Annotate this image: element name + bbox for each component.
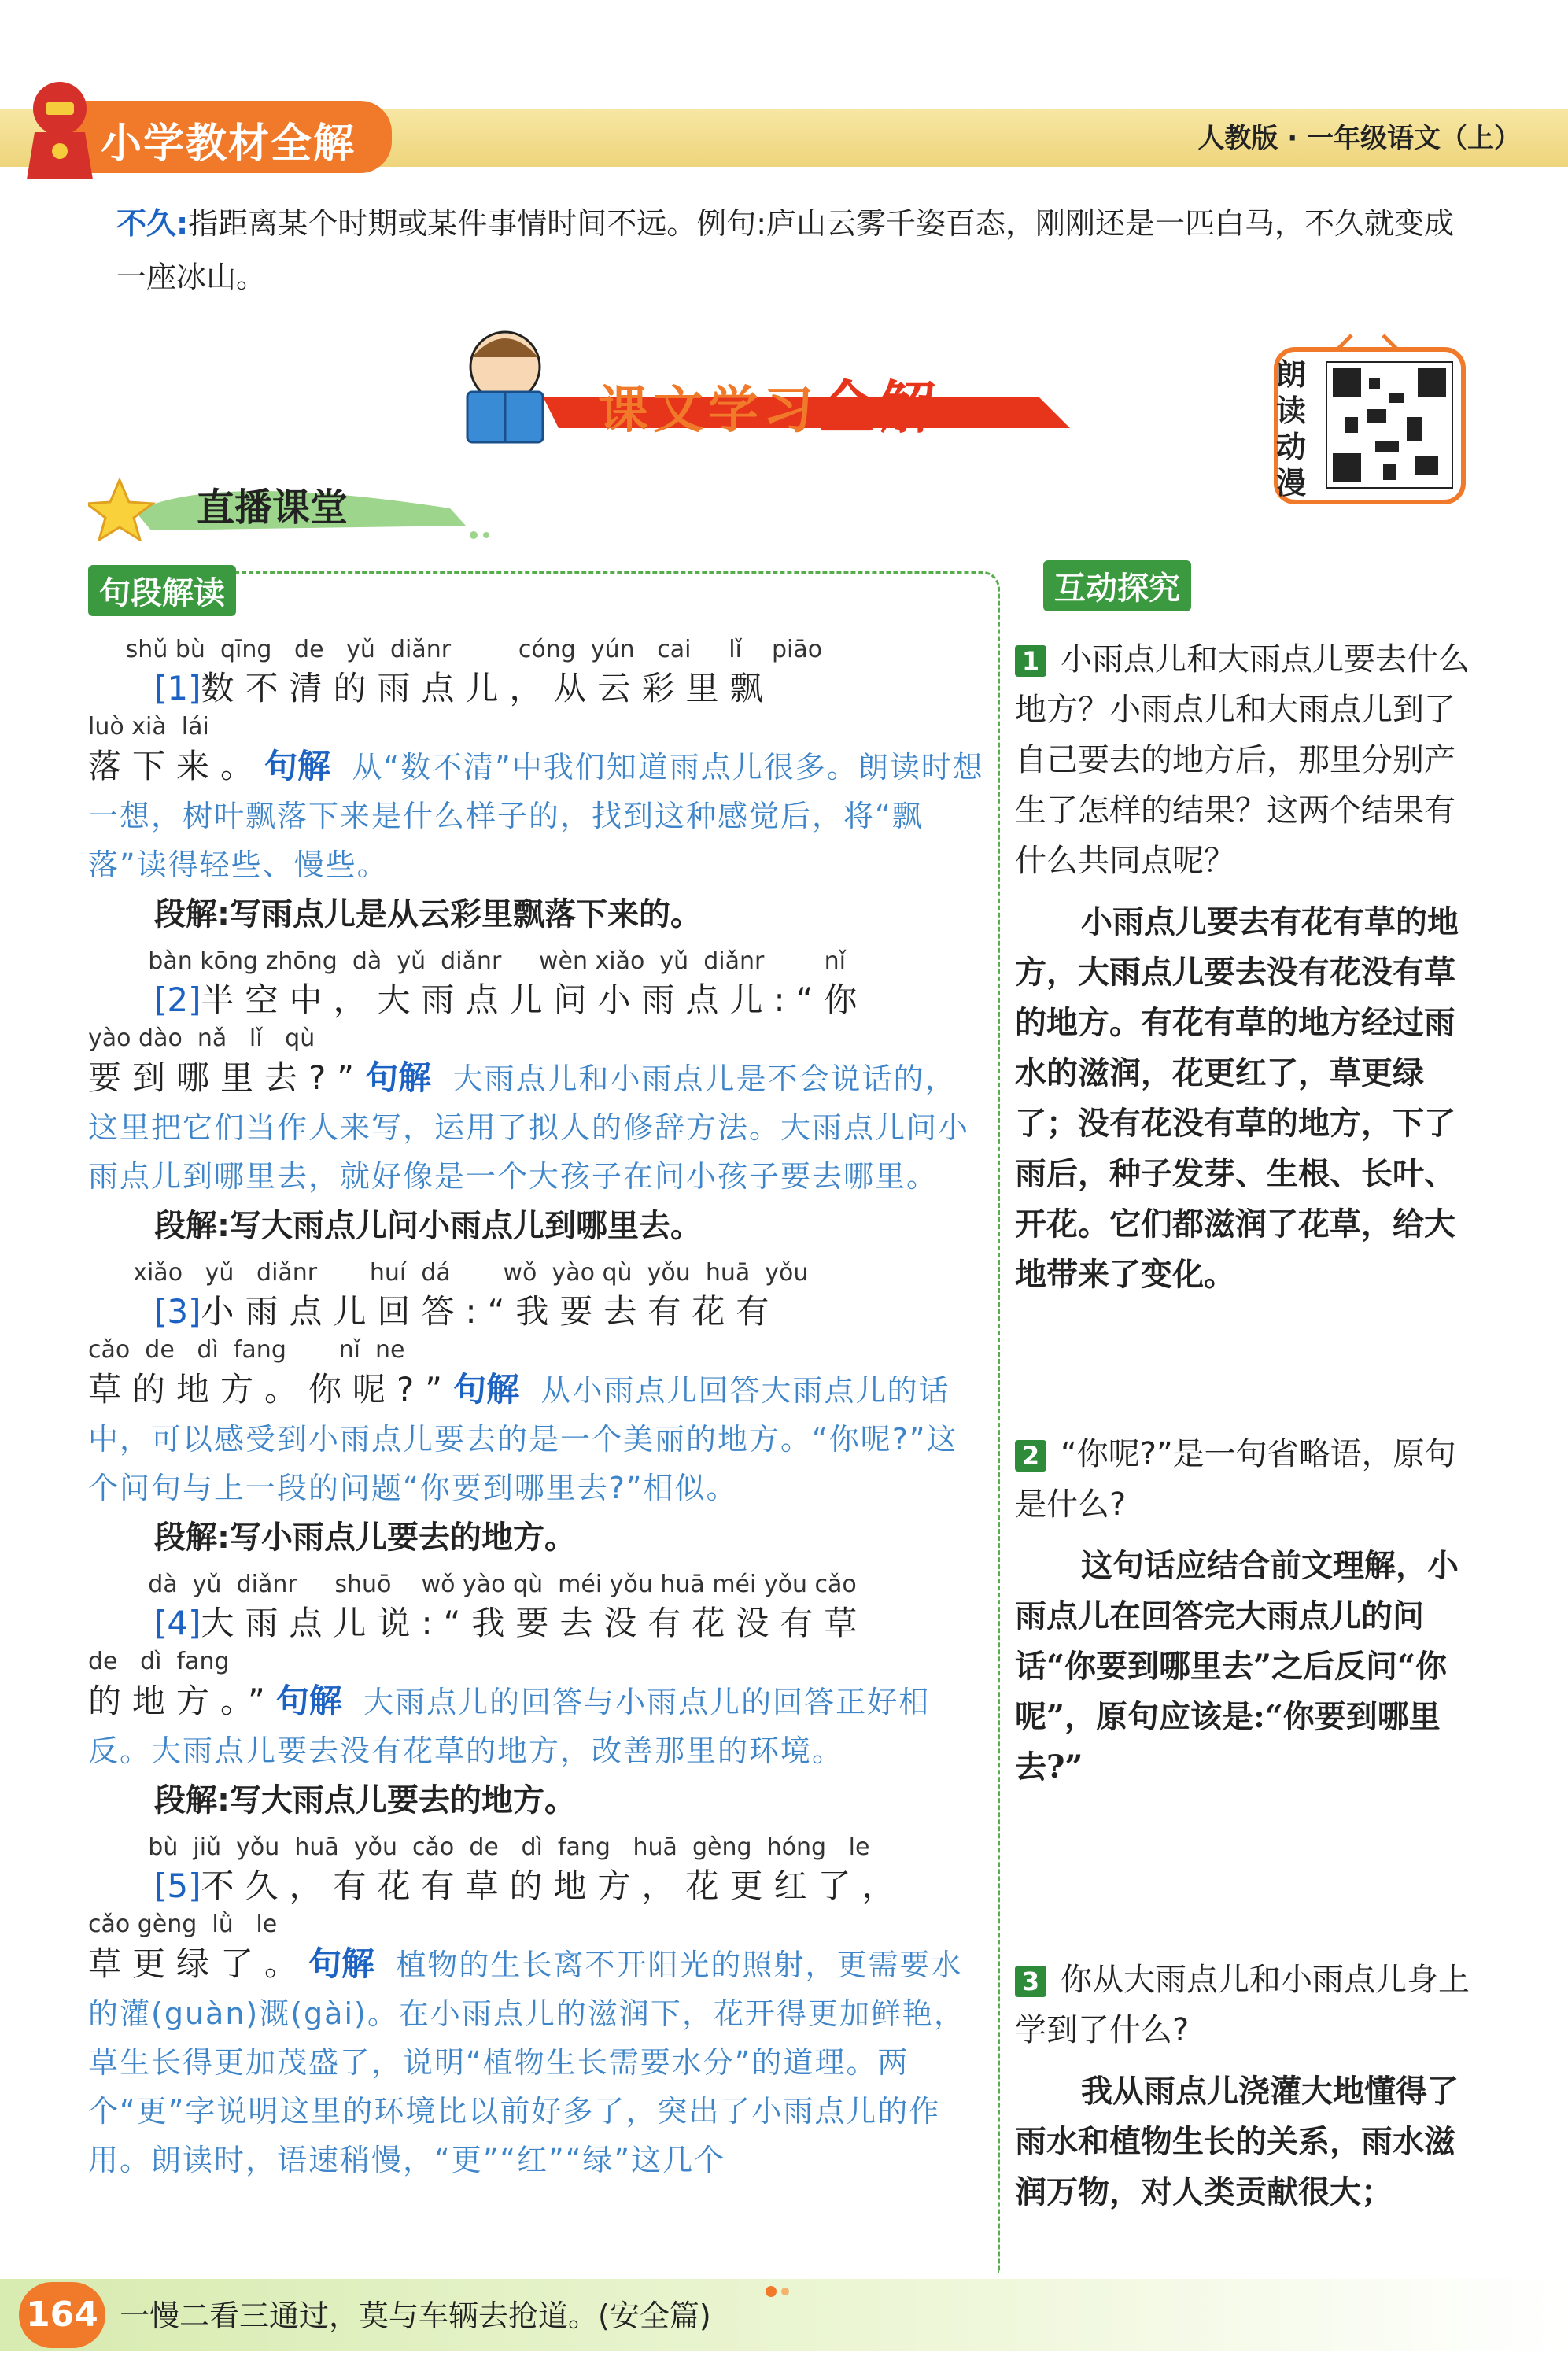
- paragraph-summary: 段解:写大雨点儿问小雨点儿到哪里去。: [154, 1208, 702, 1244]
- decorative-dots-icon: [765, 2284, 796, 2299]
- footer-safety-rhyme: 一慢二看三通过，莫与车辆去抢道。(安全篇): [120, 2299, 711, 2333]
- definition-text: 指距离某个时期或某件事情时间不远。例句:庐山云雾千姿百态，刚刚还是一匹白马，不久就变成一座冰山。: [116, 206, 1455, 294]
- pinyin-line: de dì fang: [88, 1648, 230, 1675]
- question-text: 小雨点儿和大雨点儿要去什么地方？小雨点儿和大雨点儿到了自己要去的地方后，那里分别产生了怎样的结果？这两个结果有什么共同点呢？: [1015, 641, 1470, 879]
- edition-label: 人教版 · 一年级语文（上）: [1197, 123, 1521, 154]
- paragraph-text: 大雨点儿说:“我要去没有花没有草: [201, 1604, 869, 1642]
- sentence-analysis: 植物的生长离不开阳光的照射，更需要水的灌(guàn)溉(gài)。在小雨点儿的滋润下，花开得更加鲜艳，草生长得更加茂盛了，说明“植物生长需要水分”的道理。两个“更”字说明这里的环境比以前好多了，突出了小雨点儿的作用。朗读时，语速稍慢，“更”“红”“绿”这几个: [88, 1948, 965, 2177]
- pinyin-line: cǎo gèng lǜ le: [88, 1911, 278, 1938]
- paragraph-number: [1]: [154, 669, 201, 707]
- sentence-analysis-tag: 句解: [264, 747, 331, 785]
- pinyin-line: dà yǔ diǎnr shuō wǒ yào qù méi yǒu huā méi yǒu cǎo: [88, 1571, 857, 1598]
- answer-text: 这句话应结合前文理解，小雨点儿在回答完大雨点儿的问话“你要到哪里去”之后反问“你呢”，原句应该是:“你要到哪里去?”: [1015, 1547, 1459, 1785]
- paragraph-summary: 段解:写雨点儿是从云彩里飘落下来的。: [154, 896, 702, 932]
- question-text: 你从大雨点儿和小雨点儿身上学到了什么?: [1015, 1962, 1470, 2048]
- sentence-analysis: 大雨点儿和小雨点儿是不会说话的，这里把它们当作人来写，运用了拟人的修辞方法。大雨点儿问小雨点儿到哪里去，就好像是一个大孩子在问小孩子要去哪里。: [88, 1062, 970, 1194]
- pinyin-line: shǔ bù qīng de yǔ diǎnr cóng yún cai lǐ piāo: [88, 636, 823, 663]
- page-number: 164: [19, 2282, 105, 2348]
- paragraph-text: 草更绿了。: [88, 1944, 309, 1983]
- question-1: [1015, 634, 1471, 1429]
- right-section-label: 互动探究: [1043, 560, 1191, 611]
- paragraph-5: [88, 1832, 985, 2184]
- paragraph-number: [5]: [154, 1867, 201, 1905]
- banner-title-normal: 课文学习: [598, 381, 818, 440]
- question-2: [1015, 1429, 1471, 1955]
- question-text: “你呢?”是一句省略语，原句是什么?: [1015, 1436, 1456, 1523]
- question-number: 2: [1015, 1440, 1046, 1472]
- paragraph-text: 草的地方。你呢?”: [88, 1370, 454, 1409]
- sentence-analysis-tag: 句解: [365, 1058, 432, 1097]
- question-number: 1: [1015, 645, 1046, 677]
- left-section-label: 句段解读: [88, 565, 236, 616]
- paragraph-text: 要到哪里去?”: [88, 1058, 366, 1097]
- paragraph-summary: 段解:写小雨点儿要去的地方。: [154, 1520, 576, 1556]
- pinyin-line: luò xià lái: [88, 713, 209, 740]
- header-title: 小学教材全解: [101, 120, 356, 168]
- paragraph-number: [4]: [154, 1604, 201, 1642]
- qr-label: 朗读动漫: [1276, 357, 1307, 500]
- paragraph-3: [88, 1257, 985, 1563]
- question-number: 3: [1015, 1966, 1046, 1997]
- live-class-title: 直播课堂: [197, 486, 349, 530]
- paragraph-number: [2]: [154, 980, 201, 1019]
- sentence-analysis: 大雨点儿的回答与小雨点儿的回答正好相反。大雨点儿要去没有花草的地方，改善那里的环境。: [88, 1685, 931, 1768]
- sentence-analysis-tag: 句解: [275, 1682, 342, 1720]
- definition: [116, 197, 1478, 304]
- sentence-analysis-tag: 句解: [453, 1370, 520, 1409]
- paragraph-text: 不久，有花有草的地方，花更红了，: [201, 1867, 906, 1905]
- pinyin-line: bàn kōng zhōng dà yǔ diǎnr wèn xiǎo yǔ diǎnr nǐ: [88, 947, 846, 975]
- paragraph-text: 的地方。”: [88, 1682, 276, 1720]
- banner-title: [598, 362, 941, 444]
- paragraph-number: [3]: [154, 1292, 201, 1331]
- left-column: [88, 634, 985, 2191]
- pinyin-line: xiǎo yǔ diǎnr huí dá wǒ yào qù yǒu huā yǒu: [88, 1259, 809, 1287]
- answer-text: 我从雨点儿浇灌大地懂得了雨水和植物生长的关系，雨水滋润万物，对人类贡献很大；: [1015, 2073, 1459, 2210]
- paragraph-text: 落下来。: [88, 747, 265, 785]
- paragraph-1: [88, 634, 985, 940]
- definition-term: 不久:: [116, 206, 189, 241]
- sentence-analysis-tag: 句解: [308, 1944, 375, 1983]
- pinyin-line: cǎo de dì fang nǐ ne: [88, 1336, 405, 1364]
- pinyin-line: bù jiǔ yǒu huā yǒu cǎo de dì fang huā gèng hóng le: [88, 1833, 870, 1861]
- paragraph-summary: 段解:写大雨点儿要去的地方。: [154, 1782, 576, 1819]
- paragraph-4: [88, 1569, 985, 1826]
- answer-text: 小雨点儿要去有花有草的地方，大雨点儿要去没有花没有草的地方。有花有草的地方经过雨水的滋润，花更红了，草更绿了；没有花没有草的地方，下了雨后，种子发芽、生根、长叶、开花。它们都滋润了花草，给大地带来了变化。: [1015, 903, 1459, 1293]
- paragraph-2: [88, 946, 985, 1251]
- paragraph-text: 数不清的雨点儿，从云彩里飘: [201, 669, 774, 707]
- ironman-mascot-icon: [11, 69, 105, 187]
- pinyin-line: yào dào nǎ lǐ qù: [88, 1025, 315, 1052]
- right-column: [1015, 634, 1471, 2217]
- sentence-analysis: 从小雨点儿回答大雨点儿的话中，可以感受到小雨点儿要去的是一个美丽的地方。“你呢?”这个问句与上一段的问题“你要到哪里去?”相似。: [88, 1373, 958, 1505]
- star-icon: [88, 480, 153, 540]
- question-3: [1015, 1955, 1471, 2217]
- banner-title-emphasis: 全解: [818, 374, 942, 441]
- paragraph-text: 小雨点儿回答:“我要去有花有: [201, 1292, 780, 1331]
- sentence-analysis: 从“数不清”中我们知道雨点儿很多。朗读时想一想，树叶飘落下来是什么样子的，找到这种感觉后，将“飘落”读得轻些、慢些。: [88, 750, 984, 882]
- paragraph-text: 半空中，大雨点儿问小雨点儿:“你: [201, 980, 869, 1019]
